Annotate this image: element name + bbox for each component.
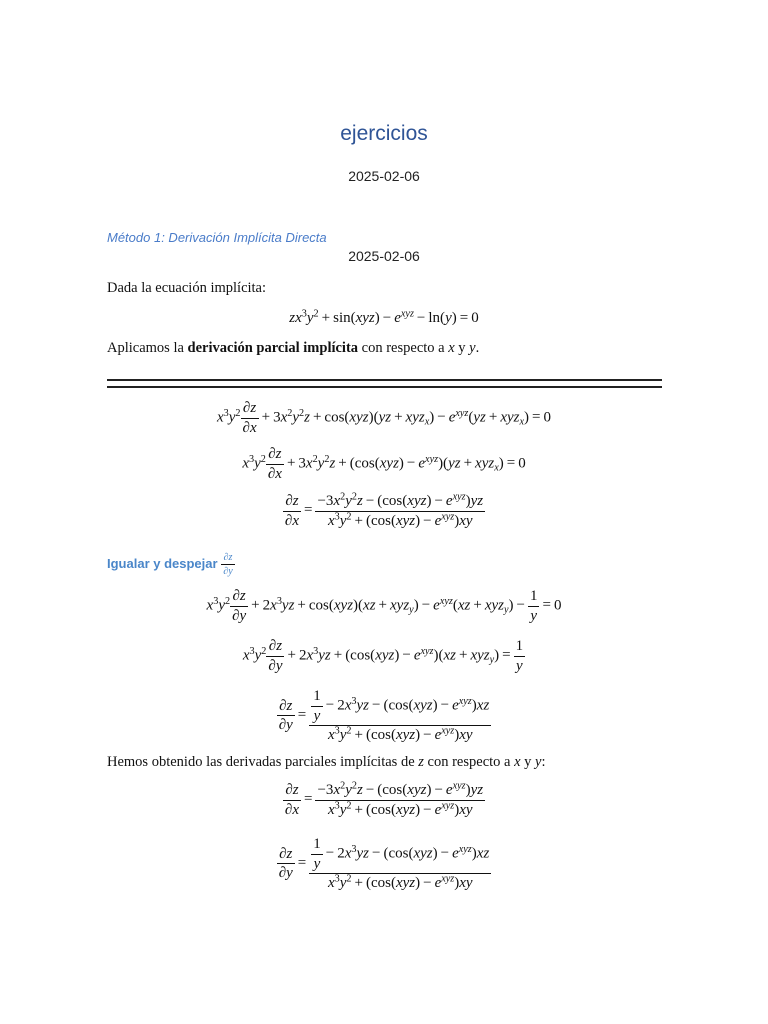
equation-dzdy-2: $x^3y^2$ $\frac{\partial z}{\partial y}$ + $2x^3yz + (\cos(xyz) - e^{xyz})(xz + xyz_y)$ = $\frac{1}{y}$ — [242, 638, 524, 674]
equation-dzdy-1: $x^3y^2$ $\frac{\partial z}{\partial y}$ + $2x^3yz + \cos(xyz)(xz + xyz_y) - e^{xyz}(xz + xyz_y)$ − $\frac{1}{y}$ = 0 — [206, 588, 562, 624]
intro-text: Dada la ecuación implícita: — [107, 280, 267, 296]
y-word: y — [454, 340, 470, 356]
method-date: 2025-02-06 — [348, 248, 420, 264]
result-var-y: y — [535, 754, 542, 770]
result-colon: : — [541, 754, 546, 770]
final-dzdx: $\frac{\partial z}{\partial x}$ = $\frac{-3x^2y^2z - (\cos(xyz) - e^{xyz})yz}{x^3y^2 + (\cos(xyz) - e^{xyz})xy}$ — [284, 780, 484, 818]
period: . — [475, 340, 480, 356]
result-y-word: y — [520, 754, 536, 770]
equation-dzdy-solution: $\frac{\partial z}{\partial y}$ = $\frac{1}{y}$ − $2x^3yz - (\cos(xyz) - e^{xyz})xz$ $x^3y^2 + (\cos(xyz) - e^{xyz})xy$ — [278, 688, 490, 743]
igualar-heading: Igualar y despejar $\frac{\partial z}{\partial y}$ — [107, 552, 233, 578]
equation-dzdx-1: $x^3y^2$ $\frac{\partial z}{\partial x}$ + $3x^2y^2z + \cos(xyz)(yz + xyz_x) - e^{xyz}(yz + xyz_x) = 0$ — [216, 400, 552, 436]
apply-text — [107, 340, 479, 357]
result-var-x: x — [514, 754, 521, 770]
var-y: y — [469, 340, 476, 356]
equation-dzdx-2: $x^3y^2$ $\frac{\partial z}{\partial x}$ + $3x^2y^2z + (\cos(xyz) - e^{xyz})(yz + xyz_x) = 0$ — [242, 446, 526, 482]
apply-bold: derivación parcial implícita — [187, 340, 359, 356]
apply-prefix: Aplicamos la — [107, 340, 188, 356]
double-rule-divider — [107, 379, 662, 388]
equation-dzdx-solution: $\frac{\partial z}{\partial x}$ = $\frac{-3x^2y^2z - (\cos(xyz) - e^{xyz})yz}{x^3y^2 + (\cos(xyz) - e^{xyz})xy}$ — [284, 491, 484, 529]
result-text — [107, 754, 546, 771]
apply-suffix: con respecto a — [358, 340, 449, 356]
result-var-z: z — [418, 754, 424, 770]
document-date: 2025-02-06 — [348, 168, 420, 184]
final-dzdy: $\frac{\partial z}{\partial y}$ = $\frac{1}{y}$ − $2x^3yz - (\cos(xyz) - e^{xyz})xz$ $x^3y^2 + (\cos(xyz) - e^{xyz})xy$ — [278, 836, 490, 891]
page-title: ejercicios — [340, 122, 428, 145]
result-prefix: Hemos obtenido las derivadas parciales implícitas de — [107, 754, 419, 770]
igualar-label: Igualar y despejar — [107, 556, 218, 572]
implicit-equation: $zx^3y^2 + \sin(xyz) - e^{xyz} - \ln(y) = 0$ — [289, 308, 479, 326]
var-x: x — [448, 340, 455, 356]
result-suffix: con respecto a — [423, 754, 515, 770]
method-heading: Método 1: Derivación Implícita Directa — [107, 230, 327, 245]
